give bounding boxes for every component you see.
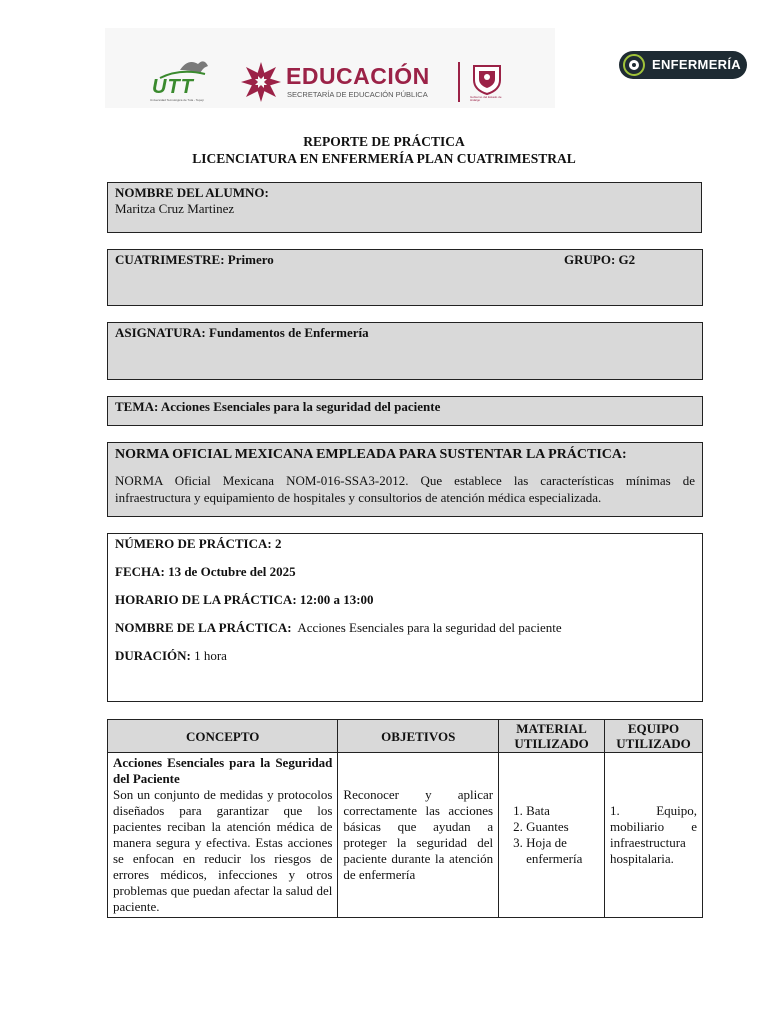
header-material: MATERIAL UTILIZADO [499,720,605,753]
list-item: 2. Guantes [526,819,599,835]
educacion-subtitle: SECRETARÍA DE EDUCACIÓN PÚBLICA [287,90,428,99]
practice-duration-label: DURACIÓN: [115,648,191,663]
enfermeria-badge-text: ENFERMERÍA [652,57,741,72]
utt-logo-subtext: Universidad Tecnológica de Tula - Tepeji [150,98,204,102]
header-concepto: CONCEPTO [108,720,338,753]
practice-duration-row [115,648,695,664]
norm-label: NORMA OFICIAL MEXICANA EMPLEADA PARA SUSTENTAR LA PRÁCTICA: [115,447,627,462]
student-name: Maritza Cruz Martinez [115,201,235,216]
list-item: 1. Bata [526,803,599,819]
report-title-line1: REPORTE DE PRÁCTICA [303,134,465,149]
flower-emblem-icon [240,61,282,103]
hidalgo-caption: Gobierno del Estado de Hidalgo [470,96,502,102]
educacion-title: EDUCACIÓN [286,63,430,89]
concepto-text: Son un conjunto de medidas y protocolos diseñados para garantizar que los pacientes reciban la atención médica de manera segura y efectiva. Estas acciones se enfocan en reducir los riesgos de errores médicos, infecciones y otros problemas que puedan afectar la salud del paciente. [113,787,333,914]
practice-box [107,533,703,702]
header-equipo: EQUIPO UTILIZADO [605,720,703,753]
term-label: CUATRIMESTRE: Primero [115,252,274,267]
nursing-emblem-icon [622,53,646,77]
cell-material [499,753,605,918]
practice-duration-value: 1 hora [194,648,227,663]
practice-name-row [115,620,695,636]
hidalgo-shield-icon [470,62,504,96]
cell-equipo: 1. Equipo, mobiliario e infraestructura hospitalaria. [605,753,703,918]
table-header-row [108,720,703,753]
norm-box [107,442,703,517]
material-list [504,803,599,867]
logo-divider [458,62,460,102]
subject-label: ASIGNATURA: Fundamentos de Enfermería [115,325,369,340]
norm-text: NORMA Oficial Mexicana NOM-016-SSA3-2012. Que establece las características mínimas de infraestructura y equipamiento de hospitales y consultorios de atención médica especializada. [115,473,695,505]
utt-logo-text: UTT [152,76,194,98]
practice-date: FECHA: 13 de Octubre del 2025 [115,564,296,579]
topic-label: TEMA: Acciones Esenciales para la seguridad del paciente [115,399,441,414]
subject-box [107,322,703,380]
materials-table [107,719,703,918]
practice-schedule: HORARIO DE LA PRÁCTICA: 12:00 a 13:00 [115,592,374,607]
topic-box [107,396,703,426]
concepto-title: Acciones Esenciales para la Seguridad del Paciente [113,755,333,786]
table-row [108,753,703,918]
student-label: NOMBRE DEL ALUMNO: [115,185,269,200]
cell-concepto [108,753,338,918]
educacion-logo [240,60,510,106]
list-item: 3. Hoja de enfermería [526,835,599,867]
practice-name-label: NOMBRE DE LA PRÁCTICA: [115,620,292,635]
practice-name-value: Acciones Esenciales para la seguridad del paciente [297,620,562,635]
header-objetivos: OBJETIVOS [338,720,499,753]
utt-logo [150,58,220,104]
enfermeria-badge [619,51,747,79]
student-box [107,182,702,233]
term-box [107,249,703,306]
cell-objetivos: Reconocer y aplicar correctamente las acciones básicas que ayudan a proteger la seguridad del paciente durante la atención de enfermería [338,753,499,918]
group-label: GRUPO: G2 [564,252,636,267]
report-title-line2: LICENCIATURA EN ENFERMERÍA PLAN CUATRIMESTRAL [192,151,576,166]
report-title [0,133,768,167]
practice-number: NÚMERO DE PRÁCTICA: 2 [115,536,282,551]
